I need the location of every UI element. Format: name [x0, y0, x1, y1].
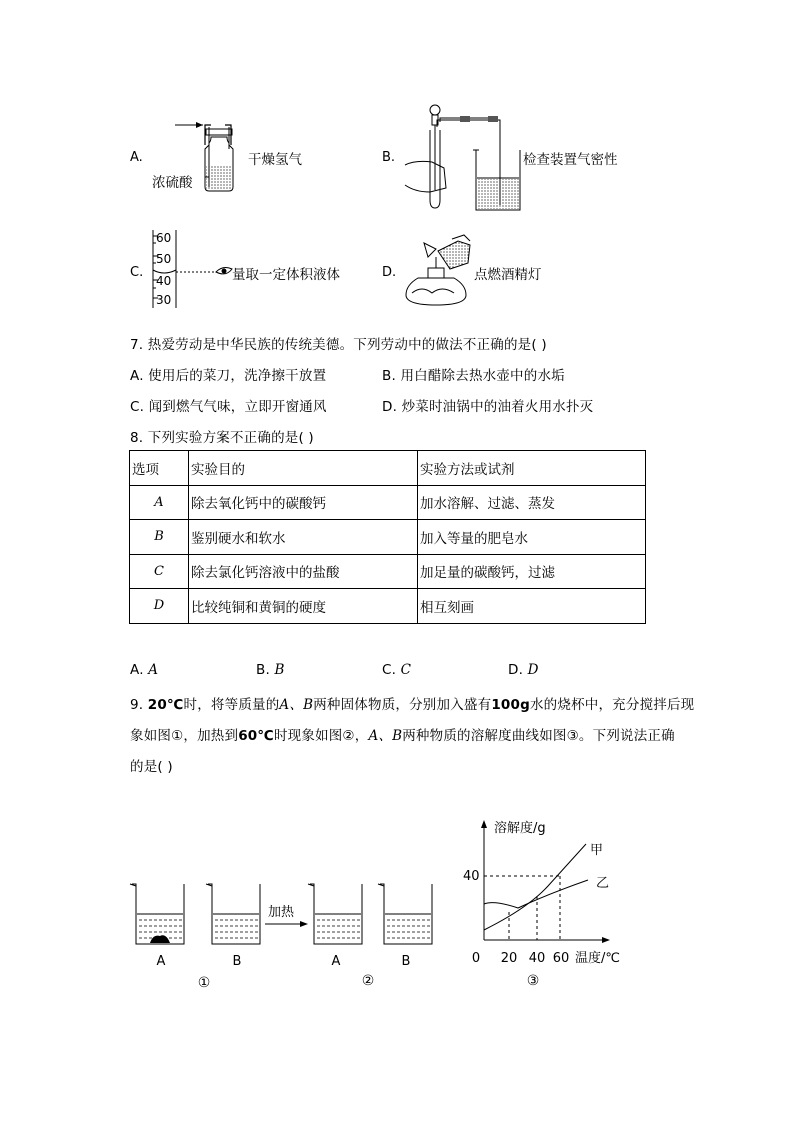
q9-ab: A、B [279, 697, 314, 713]
row-purpose: 除去氯化钙溶液中的盐酸 [189, 554, 418, 589]
question-7-stem: 7. 热爱劳动是中华民族的传统美德。下列劳动中的做法不正确的是( ) [130, 337, 547, 353]
curve-yi [484, 880, 588, 908]
cylinder-tick-50: 50 [156, 252, 172, 266]
q9-text: 两种固体物质，分别加入盛有 [313, 697, 492, 713]
graph-y-tick-40: 40 [463, 869, 480, 884]
question-8-stem: 8. 下列实验方案不正确的是( ) [130, 430, 314, 446]
answer-value: A [148, 662, 159, 678]
q9-text: 水的烧杯中，充分搅拌后现 [529, 697, 695, 713]
question-7-option-d: D. 炒菜时油锅中的油着火用水扑灭 [382, 399, 594, 415]
q9-ab: A、B [368, 728, 403, 744]
answer-prefix: C. [382, 662, 397, 678]
table-header-row [130, 451, 646, 486]
answer-value: B [274, 662, 285, 678]
alcohol-lamp-figure [398, 233, 476, 308]
figure-number-2: ② [361, 973, 375, 989]
eye-icon [216, 268, 232, 274]
graph-xlabel: 温度/℃ [575, 951, 620, 966]
option-a-label: 干燥氢气 [248, 152, 302, 168]
cylinder-tick-40: 40 [156, 274, 172, 288]
cylinder-tick-30: 30 [156, 293, 172, 307]
q9-text: 象如图①，加热到 [130, 728, 239, 744]
question-9-line-2 [130, 724, 675, 744]
q9-text: 时，将等质量的 [183, 697, 280, 713]
answer-prefix: A. [130, 662, 144, 678]
graph-ylabel: 溶解度/g [494, 821, 546, 836]
q9-text: 两种物质的溶解度曲线如图③。下列说法正确 [402, 728, 675, 744]
beaker-a-before [130, 884, 184, 944]
graph-x-tick-20: 20 [500, 951, 518, 966]
q9-100g: 100g [491, 697, 530, 713]
figure-number-1: ① [197, 975, 211, 991]
option-b-label: 检查装置气密性 [523, 152, 618, 168]
curve-yi-label: 乙 [596, 876, 610, 891]
graduated-cylinder-figure [148, 228, 233, 310]
beaker-a-after [308, 884, 362, 944]
option-d-letter: D. [382, 265, 397, 280]
beaker-label-a2: A [331, 954, 341, 969]
question-8-answer-d [508, 662, 539, 678]
beaker-label-b2: B [401, 954, 411, 969]
row-purpose: 比较纯铜和黄铜的硬度 [189, 589, 418, 624]
question-8-answer-c [382, 662, 411, 678]
table-row [130, 485, 646, 520]
q9-temp-60: 60℃ [238, 728, 274, 744]
curve-jia [484, 844, 586, 930]
cylinder-tick-60: 60 [156, 231, 172, 245]
q9-text: 时现象如图②， [273, 728, 369, 744]
question-7-option-b: B. 用白醋除去热水壶中的水垢 [382, 368, 565, 384]
question-8-answer-b [256, 662, 285, 678]
beakers-figure [128, 870, 448, 1000]
answer-prefix: D. [508, 662, 524, 678]
option-b-letter: B. [382, 150, 396, 165]
row-method: 加入等量的肥皂水 [418, 520, 646, 555]
graph-x-tick-40: 40 [528, 951, 546, 966]
figure-number-3: ③ [526, 973, 540, 989]
question-9-line-1 [130, 693, 694, 713]
option-c-letter: C. [130, 265, 144, 280]
row-option: B [130, 520, 189, 555]
beaker-label-b1: B [232, 954, 242, 969]
question-7-option-c: C. 闻到燃气气味，立即开窗通风 [130, 399, 327, 415]
row-method: 加足量的碳酸钙，过滤 [418, 554, 646, 589]
q9-temp-20: 20℃ [147, 697, 184, 713]
option-c-label: 量取一定体积液体 [232, 267, 340, 283]
heat-label: 加热 [268, 905, 295, 920]
beaker-label-a1: A [156, 954, 166, 969]
table-row [130, 520, 646, 555]
q9-number: 9. [130, 697, 148, 713]
table-row [130, 554, 646, 589]
option-a-letter: A. [130, 150, 143, 165]
graph-x-tick-0: 0 [471, 951, 481, 966]
question-7-option-a: A. 使用后的菜刀，洗净擦干放置 [130, 368, 327, 384]
graph-x-tick-60: 60 [552, 951, 570, 966]
header-purpose: 实验目的 [189, 451, 418, 486]
row-option: C [130, 554, 189, 589]
answer-value: D [527, 662, 539, 678]
header-method: 实验方法或试剂 [418, 451, 646, 486]
table-row [130, 589, 646, 624]
experiment-table [129, 450, 646, 624]
answer-prefix: B. [256, 662, 270, 678]
row-option: A [130, 485, 189, 520]
answer-value: C [400, 662, 412, 678]
row-method: 相互刻画 [418, 589, 646, 624]
option-d-label: 点燃酒精灯 [474, 267, 542, 283]
airtightness-check-figure [400, 100, 525, 215]
row-purpose: 鉴别硬水和软水 [189, 520, 418, 555]
row-purpose: 除去氧化钙中的碳酸钙 [189, 485, 418, 520]
curve-jia-label: 甲 [590, 843, 604, 858]
row-method: 加水溶解、过滤、蒸发 [418, 485, 646, 520]
beaker-b-before [206, 884, 260, 944]
row-option: D [130, 589, 189, 624]
option-a-sub-label: 浓硫酸 [152, 175, 193, 191]
solubility-graph [458, 812, 638, 992]
beaker-b-after [378, 884, 432, 944]
header-option: 选项 [130, 451, 189, 486]
question-9-line-3: 的是( ) [130, 759, 173, 775]
question-8-answer-a [130, 662, 158, 678]
